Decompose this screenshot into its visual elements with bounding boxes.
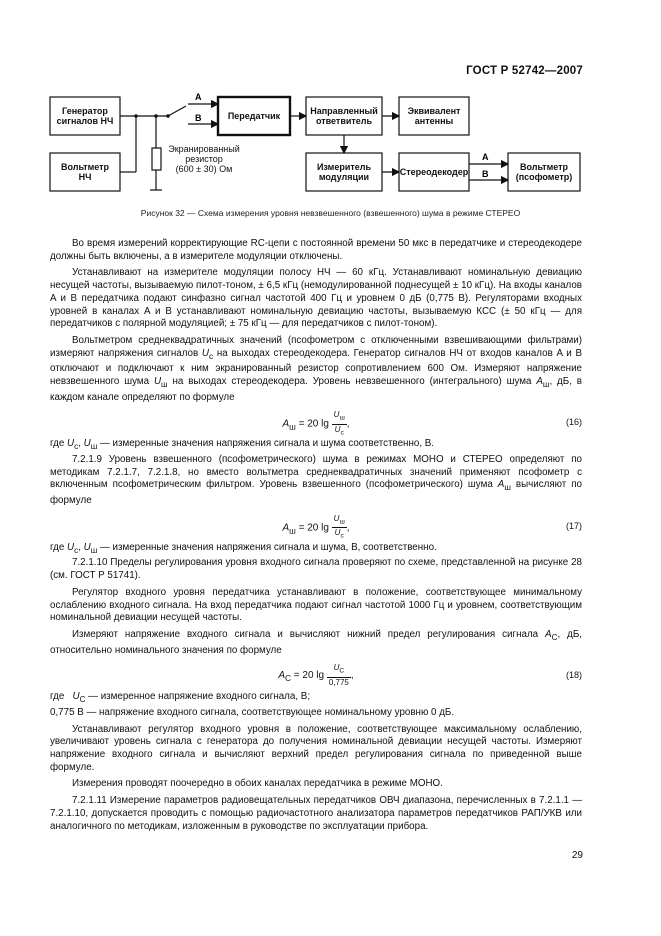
generator-label: Генератор сигналов НЧ: [56, 106, 114, 126]
figure-caption: Рисунок 32 — Схема измерения уровня невзвешенного (взвешенного) шума в режиме СТЕРЕО: [140, 208, 521, 218]
where-clause: где $U_С$ — измеренное напряжение входного сигнала, В;: [50, 691, 311, 705]
formula-18: $A_С = 20$ lg $\frac{U_С}{0,775}$ , (18): [278, 663, 582, 687]
formula-17: $A_ш = 20$ lg $\frac{U_ш}{U_с}$ , (17): [282, 513, 582, 540]
formula-number: (18): [565, 670, 582, 681]
where-clause: где $U_с$, $U_ш$ — измеренные значения напряжения сигнала и шума, В, соответственно.: [50, 541, 437, 555]
formula-16: $A_ш = 20$ lg $\frac{U_ш}{U_с}$ , (16): [282, 410, 582, 437]
where-clause: где $U_с$, $U_ш$ — измеренные значения напряжения сигнала и шума соответственно, В.: [50, 438, 435, 452]
modulation-meter-label: Измеритель модуляции: [316, 162, 372, 182]
antenna-equivalent-label: Эквивалент антенны: [407, 106, 461, 126]
measurement-diagram: [0, 0, 661, 205]
paragraph: 7.2.1.11 Измерение параметров радиовещательных передатчиков ОВЧ диапазона, перечисленных в 7.2.1.1 — 7.2.1.10, допускается проводить с помощью радиочастотного анализатора параметров передатчиков РАП/УКВ или аналогичного по методикам, изложенным в руководстве по эксплуатации прибора.: [50, 795, 582, 832]
formula-number: (16): [565, 417, 582, 428]
document-body: [50, 238, 582, 833]
paragraph: Во время измерений корректирующие RC-цепи с постоянной времени 50 мкс в передатчике и стереодекодере должны быть включены, а в измерителе модуляции отключены.: [50, 238, 582, 262]
switch-label-a: A: [195, 92, 202, 102]
stereo-decoder-label: Стереодекодер: [399, 167, 469, 177]
paragraph: Измеряют напряжение входного сигнала и вычисляют нижний предел регулирования сигнала $A_С$, дБ, относительно номинального значения по формуле: [50, 628, 582, 656]
attenuator-label: Направленный ответвитель: [310, 106, 378, 126]
standard-header: ГОСТ Р 52742—2007: [466, 65, 583, 77]
transmitter-label: Передатчик: [227, 111, 281, 121]
paragraph: Устанавливают регулятор входного уровня в положение, соответствующее максимальному ослаблению, увеличивают уровень сигнала с генератора до получения номинальной девиации несущей частоты. Измеряют напряжение входного сигнала и вычисляют верхний предел регулирования сигнала по приведенной выше формуле.: [50, 723, 582, 773]
output-label-a: A: [482, 152, 489, 162]
paragraph: Измерения проводят поочередно в обоих каналах передатчика в режиме МОНО.: [72, 778, 443, 790]
paragraph: Вольтметром среднеквадратичных значений (псофометром с отключенными взвешивающими фильтрами) измеряют напряжения сигналов $U_с$ на выходах стереодекодера. Генератор сигналов НЧ от входов каналов A и B отключают и подключают к ним экранированный резистор сопротивлением 600 Ом. Измеряют напряжение невзвешенного шума $U_ш$ на выходах стереодекодера. Уровень невзвешенного (интегрального) шума $A_ш$, дБ, в каждом канале определяют по формуле: [50, 334, 582, 403]
paragraph: 7.2.1.10 Пределы регулирования уровня входного сигнала проверяют по схеме, представленной на рисунке 28 (см. ГОСТ Р 51741).: [50, 557, 582, 582]
psophometer-label: Вольтметр (псофометр): [515, 162, 573, 182]
where-clause: 0,775 В — напряжение входного сигнала, соответствующее номинальному уровню 0 дБ.: [50, 706, 455, 718]
formula-number: (17): [565, 520, 582, 531]
paragraph: Регулятор входного уровня передатчика устанавливают в положение, соответствующее минимальному ослаблению входного сигнала. На вход передатчика подают сигнал частотой 1000 Гц и уровнем, соответствующим номинальной девиации несущей частоты.: [50, 586, 582, 624]
resistor-label: Экранированный резистор (600 ± 30) Ом: [168, 144, 240, 174]
voltmeter-label: Вольтметр НЧ: [60, 162, 110, 182]
paragraph: 7.2.1.9 Уровень взвешенного (псофометрического) шума в режимах МОНО и СТЕРЕО определяют по методикам 7.2.1.7, 7.2.1.8, но вместо вольтметра среднеквадратичных значений применяют псофометр с включенным псофометрическим фильтром. Уровень взвешенного (псофометрического) шума $A_ш$ вычисляют по формуле: [50, 454, 582, 507]
paragraph: Устанавливают на измерителе модуляции полосу НЧ — 60 кГц. Устанавливают номинальную девиацию несущей частоты, вызываемую пилот-тоном, ± 6,5 кГц (немодулированной поднесущей ± 10 кГц). На входы каналов A и B передатчика подают синфазно сигнал частотой 400 Гц и уровнем 0 дБ (0,775 В). Регуляторами входных уровней в каналах A и B устанавливают номинальную девиацию частоты, вызываемую КСС (± 50 кГц — для передатчиков с полярной модуляцией; ± 75 кГц — для передатчиков с пилот-тоном).: [50, 267, 582, 330]
resistor-symbol: [152, 148, 161, 170]
page-number: 29: [571, 850, 583, 861]
switch-label-b: B: [195, 113, 202, 123]
output-label-b: B: [482, 169, 489, 179]
